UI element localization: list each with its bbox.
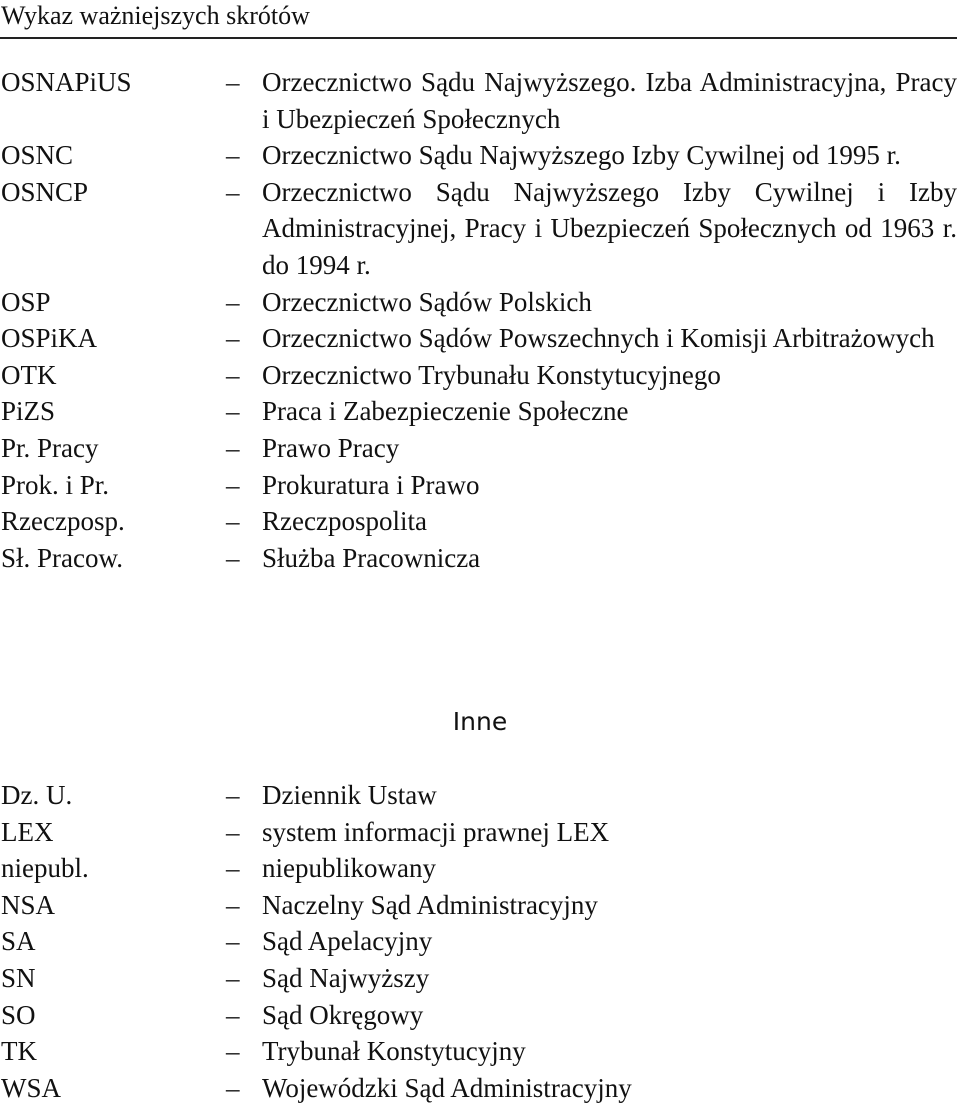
abbreviation-entry (0, 1033, 960, 1070)
abbreviation-definition: Orzecznictwo Sądu Najwyższego. Izba Administracyjna, Pracy i Ubezpieczeń Społecznych (262, 67, 957, 134)
abbreviation-entry (0, 284, 960, 321)
abbreviation-term: Sł. Pracow. (1, 542, 123, 573)
abbreviation-definition: Wojewódzki Sąd Administracyjny (262, 1072, 632, 1103)
dash-separator: – (226, 176, 240, 207)
abbreviation-entry (0, 960, 960, 997)
abbreviation-definition: Rzeczpospolita (262, 506, 427, 537)
abbreviation-definition: Sąd Najwyższy (262, 962, 430, 993)
abbreviation-term: Pr. Pracy (1, 432, 99, 463)
abbreviation-entry (0, 357, 960, 394)
abbreviation-list-other (0, 777, 960, 1106)
abbreviation-definition: Prokuratura i Prawo (262, 469, 480, 500)
abbreviation-term: PiZS (1, 396, 56, 427)
dash-separator: – (226, 67, 240, 97)
abbreviation-term: Prok. i Pr. (1, 469, 110, 500)
abbreviation-entry (0, 430, 960, 467)
abbreviation-list-main (0, 64, 960, 576)
dash-separator: – (226, 140, 240, 171)
abbreviation-term: LEX (1, 816, 54, 847)
dash-separator: – (226, 323, 240, 354)
dash-separator: – (226, 286, 240, 317)
page-header (0, 0, 957, 39)
abbreviation-entry (0, 137, 960, 174)
dash-separator: – (226, 359, 240, 390)
abbreviation-term: WSA (1, 1072, 61, 1103)
abbreviation-term: SA (1, 926, 36, 957)
dash-separator: – (226, 542, 240, 573)
abbreviation-entry (0, 467, 960, 504)
abbreviation-definition: Orzecznictwo Trybunału Konstytucyjnego (262, 359, 721, 390)
abbreviation-term: OSPiKA (1, 323, 98, 354)
abbreviation-term: SO (1, 999, 36, 1030)
abbreviation-term: NSA (1, 889, 56, 920)
dash-separator: – (226, 816, 240, 847)
abbreviation-term: Rzeczposp. (1, 506, 125, 537)
abbreviation-definition: Naczelny Sąd Administracyjny (262, 889, 598, 920)
abbreviation-definition: Sąd Apelacyjny (262, 926, 433, 957)
abbreviation-entry (0, 320, 960, 357)
dash-separator: – (226, 506, 240, 537)
abbreviation-entry (0, 174, 960, 284)
abbreviation-term: OTK (1, 359, 57, 390)
dash-separator: – (226, 962, 240, 993)
abbreviation-definition: Praca i Zabezpieczenie Społeczne (262, 396, 629, 427)
abbreviation-definition: Dziennik Ustaw (262, 780, 437, 810)
abbreviation-entry (0, 814, 960, 851)
abbreviation-definition: Sąd Okręgowy (262, 999, 424, 1030)
dash-separator: – (226, 853, 240, 884)
abbreviation-definition: Trybunał Konstytucyjny (262, 1036, 526, 1067)
dash-separator: – (226, 889, 240, 920)
abbreviation-definition: Służba Pracownicza (262, 542, 481, 573)
dash-separator: – (226, 396, 240, 427)
abbreviation-entry (0, 777, 960, 814)
abbreviation-term: OSNC (1, 140, 74, 171)
abbreviation-definition: Orzecznictwo Sądów Powszechnych i Komisji Arbitrażowych (262, 323, 935, 354)
abbreviation-entry (0, 503, 960, 540)
abbreviation-entry (0, 997, 960, 1034)
dash-separator: – (226, 780, 240, 810)
abbreviation-entry (0, 540, 960, 577)
abbreviation-entry (0, 1070, 960, 1107)
abbreviation-definition: system informacji prawnej LEX (262, 816, 610, 847)
dash-separator: – (226, 999, 240, 1030)
abbreviation-definition: Orzecznictwo Sądu Najwyższego Izby Cywilnej i Izby Administracyjnej, Pracy i Ubezpieczeń Społecznych od 1963 r. do 1994 r. (262, 176, 957, 280)
abbreviation-definition: Orzecznictwo Sądów Polskich (262, 286, 592, 317)
abbreviation-definition: Prawo Pracy (262, 432, 400, 463)
dash-separator: – (226, 469, 240, 500)
abbreviation-term: Dz. U. (1, 780, 73, 810)
abbreviation-term: OSNCP (1, 176, 89, 207)
abbreviation-term: TK (1, 1036, 37, 1067)
abbreviation-definition: niepublikowany (262, 853, 436, 884)
abbreviation-entry (0, 923, 960, 960)
abbreviation-entry (0, 850, 960, 887)
abbreviation-term: SN (1, 962, 36, 993)
page-title: Wykaz ważniejszych skrótów (1, 1, 310, 30)
dash-separator: – (226, 1036, 240, 1067)
dash-separator: – (226, 432, 240, 463)
abbreviation-definition: Orzecznictwo Sądu Najwyższego Izby Cywilnej od 1995 r. (262, 140, 901, 171)
abbreviation-term: OSP (1, 286, 51, 317)
dash-separator: – (226, 1072, 240, 1103)
abbreviation-term: OSNAPiUS (1, 67, 132, 97)
abbreviation-entry (0, 887, 960, 924)
section-title-other: Inne (452, 707, 508, 736)
abbreviation-entry (0, 64, 960, 137)
abbreviation-term: niepubl. (1, 853, 89, 884)
abbreviation-entry (0, 393, 960, 430)
dash-separator: – (226, 926, 240, 957)
